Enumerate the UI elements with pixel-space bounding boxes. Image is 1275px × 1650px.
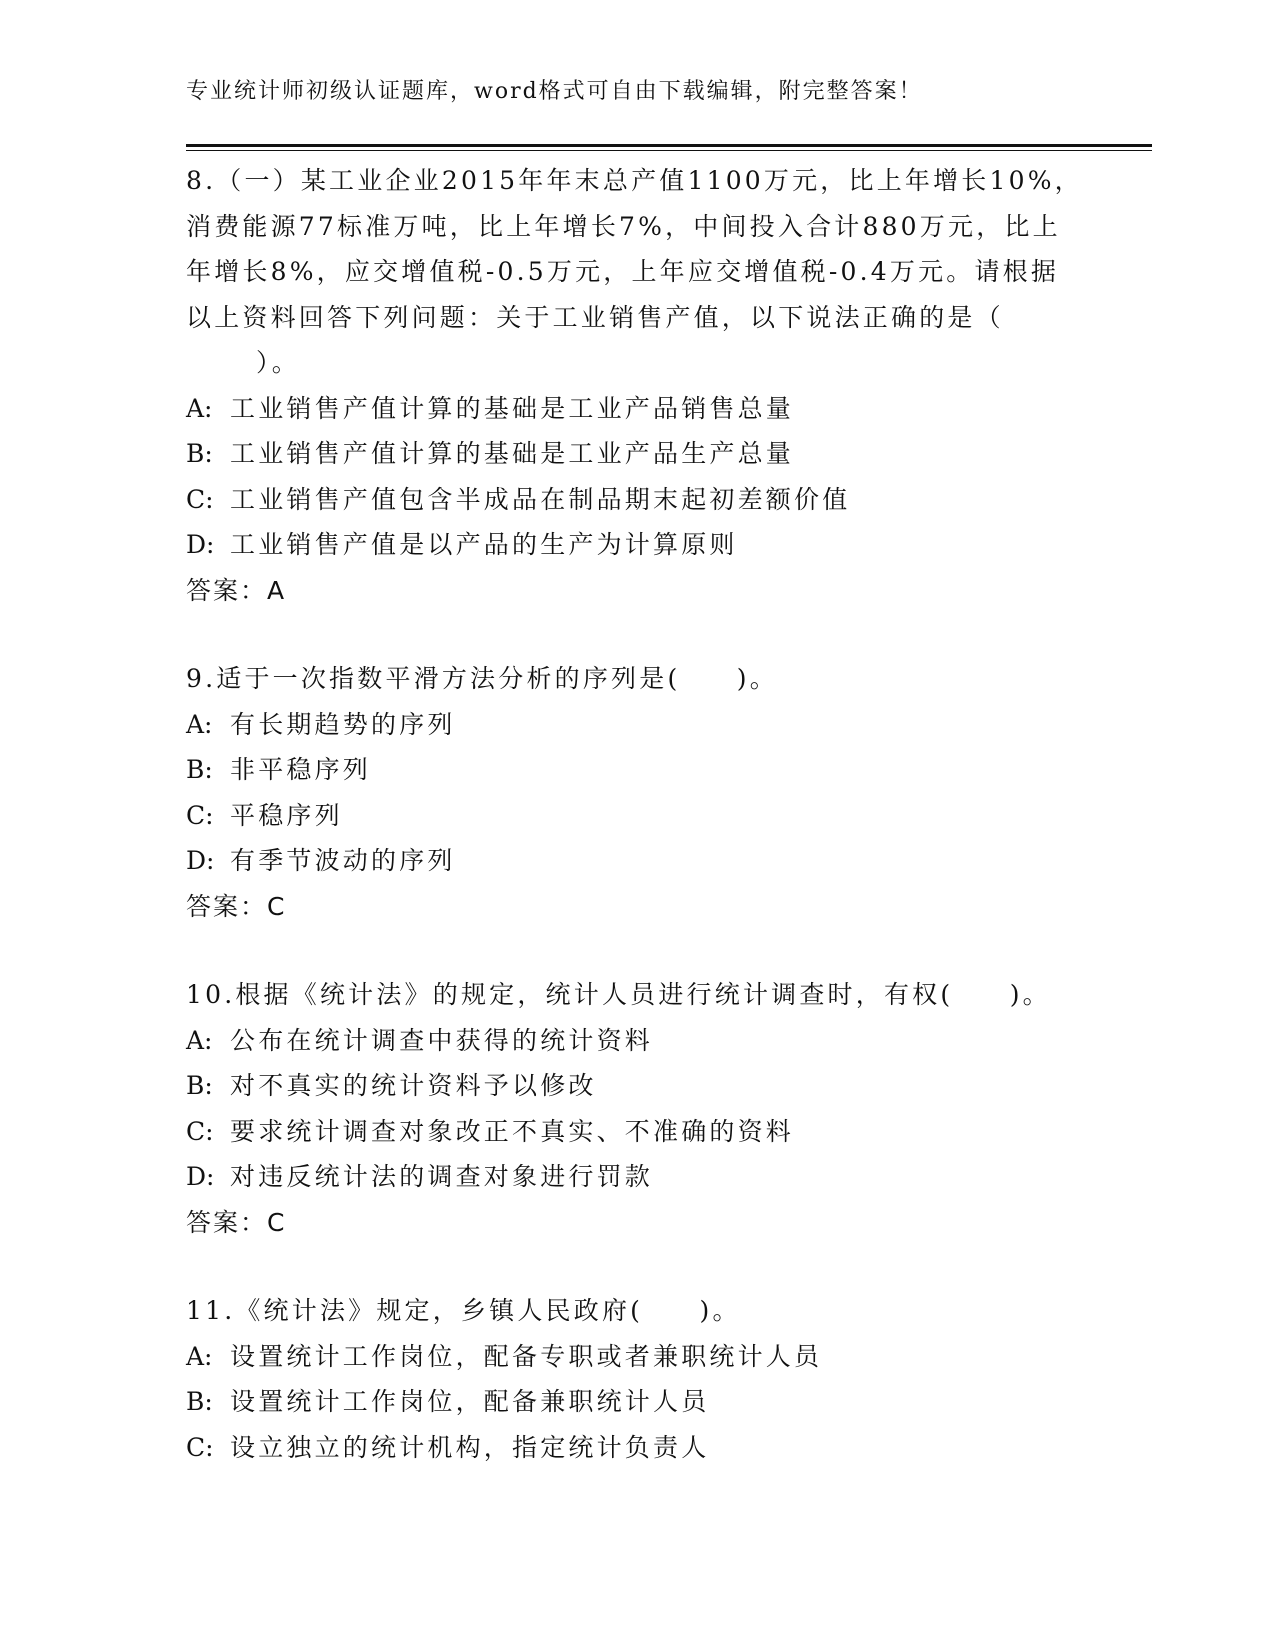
option-letter: B:: [186, 1387, 213, 1416]
question-block: [186, 656, 1086, 929]
option-letter: A:: [186, 709, 213, 739]
header-divider-thin: [186, 150, 1152, 151]
option-letter: C:: [186, 484, 214, 514]
answer-option: [186, 477, 1086, 523]
answer-option: [186, 838, 1086, 884]
answer-key: 答案：C: [186, 891, 287, 921]
option-letter: D:: [186, 846, 215, 875]
answer-option: [186, 522, 1086, 568]
option-text: 设立独立的统计机构，指定统计负责人: [230, 1432, 710, 1462]
question-block: [186, 1288, 1086, 1470]
option-text: 有季节波动的序列: [230, 846, 456, 875]
option-text: 对违反统计法的调查对象进行罚款: [230, 1162, 654, 1191]
page-header-text: 专业统计师初级认证题库，word格式可自由下载编辑，附完整答案！: [186, 79, 923, 104]
question-stem-line: 10.根据《统计法》的规定，统计人员进行统计调查时，有权( )。: [186, 980, 1051, 1009]
answer-option: [186, 702, 1086, 748]
option-letter: B:: [186, 755, 213, 784]
option-text: 要求统计调查对象改正不真实、不准确的资料: [230, 1116, 795, 1146]
option-text: 平稳序列: [230, 800, 343, 830]
option-letter: B:: [186, 439, 213, 468]
answer-option: [186, 1334, 1086, 1380]
answer-option: [186, 1379, 1086, 1425]
question-stem-line: 消费能源77标准万吨，比上年增长7%，中间投入合计880万元，比上: [186, 211, 1061, 241]
answer-key: 答案：A: [186, 575, 287, 605]
answer-option: [186, 1154, 1086, 1200]
answer-option: [186, 1425, 1086, 1471]
option-text: 工业销售产值是以产品的生产为计算原则: [230, 530, 738, 559]
answer-option: [186, 431, 1086, 477]
option-letter: D:: [186, 1162, 215, 1191]
option-text: 工业销售产值计算的基础是工业产品销售总量: [230, 393, 795, 423]
question-stem-line: 以上资料回答下列问题：关于工业销售产值，以下说法正确的是（: [186, 302, 1004, 332]
question-stem-line: 11.《统计法》规定，乡镇人民政府( )。: [186, 1296, 741, 1325]
question-stem-line: 8.（一）某工业企业2015年年末总产值1100万元，比上年增长10%，: [186, 166, 1083, 195]
question-block: [186, 972, 1086, 1245]
option-letter: D:: [186, 530, 215, 559]
answer-key: 答案：C: [186, 1207, 287, 1237]
header-divider-thick: [186, 144, 1152, 147]
option-text: 设置统计工作岗位，配备专职或者兼职统计人员: [230, 1341, 823, 1371]
option-text: 设置统计工作岗位，配备兼职统计人员: [230, 1387, 710, 1416]
question-stem-tail: ）。: [256, 348, 300, 377]
option-text: 非平稳序列: [230, 755, 372, 784]
answer-option: [186, 1018, 1086, 1064]
option-letter: A:: [186, 393, 213, 423]
option-letter: C:: [186, 800, 214, 830]
option-letter: A:: [186, 1025, 213, 1055]
option-text: 有长期趋势的序列: [230, 709, 456, 739]
option-text: 工业销售产值计算的基础是工业产品生产总量: [230, 439, 795, 468]
option-text: 公布在统计调查中获得的统计资料: [230, 1025, 654, 1055]
question-stem-line: 年增长8%，应交增值税-0.5万元，上年应交增值税-0.4万元。请根据: [186, 257, 1060, 286]
option-letter: A:: [186, 1341, 213, 1371]
option-letter: C:: [186, 1432, 214, 1462]
answer-option: [186, 1063, 1086, 1109]
question-block: [186, 158, 1086, 613]
question-stem-line: 9.适于一次指数平滑方法分析的序列是( )。: [186, 664, 778, 693]
option-letter: C:: [186, 1116, 214, 1146]
answer-option: [186, 793, 1086, 839]
answer-option: [186, 1109, 1086, 1155]
option-text: 工业销售产值包含半成品在制品期末起初差额价值: [230, 484, 851, 514]
answer-option: [186, 386, 1086, 432]
option-text: 对不真实的统计资料予以修改: [230, 1071, 597, 1100]
answer-option: [186, 747, 1086, 793]
question-list: [186, 158, 1086, 1513]
option-letter: B:: [186, 1071, 213, 1100]
